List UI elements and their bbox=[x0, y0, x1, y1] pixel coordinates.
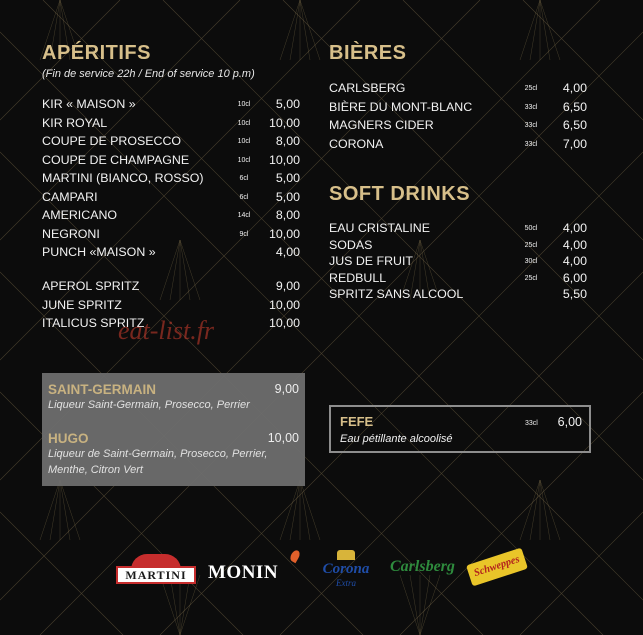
fefe-price: 6,00 bbox=[557, 415, 582, 429]
schweppes-logo: Schweppes bbox=[466, 548, 528, 587]
item-size: 25cl bbox=[524, 274, 538, 282]
monin-logo: MONIN bbox=[208, 562, 279, 583]
corona-logo-subtext: Extra bbox=[336, 578, 356, 588]
aperitifs-list bbox=[42, 95, 300, 262]
item-price: 5,50 bbox=[562, 287, 587, 301]
carlsberg-logo: Carlsberg bbox=[390, 558, 455, 575]
corona-logo bbox=[314, 550, 378, 594]
watermark: eat-list.fr bbox=[118, 316, 215, 345]
item-size: 25cl bbox=[524, 241, 538, 249]
item-price: 10,00 bbox=[268, 226, 300, 241]
item-price: 10,00 bbox=[268, 297, 300, 312]
special-name: SAINT-GERMAIN bbox=[48, 382, 156, 397]
list-item bbox=[42, 206, 300, 225]
list-item bbox=[42, 188, 300, 207]
special-name: HUGO bbox=[48, 431, 89, 446]
item-name: MAGNERS CIDER bbox=[329, 118, 434, 132]
fefe-name: FEFE bbox=[340, 414, 374, 429]
list-item bbox=[42, 277, 300, 296]
item-price: 8,00 bbox=[275, 208, 300, 222]
item-size: 6cl bbox=[239, 175, 249, 182]
list-item bbox=[329, 286, 587, 303]
item-name: REDBULL bbox=[329, 270, 387, 285]
item-size: 10cl bbox=[237, 156, 251, 164]
item-price: 10,00 bbox=[268, 115, 300, 130]
item-size: 33cl bbox=[524, 140, 538, 148]
list-item bbox=[42, 151, 300, 170]
item-price: 5,00 bbox=[275, 171, 300, 185]
item-price: 5,00 bbox=[275, 189, 300, 204]
fefe-description: Eau pétillante alcoolisé bbox=[340, 433, 453, 445]
item-name: CARLSBERG bbox=[329, 81, 406, 95]
item-size: 14cl bbox=[237, 212, 251, 219]
item-name: PUNCH «MAISON » bbox=[42, 245, 156, 259]
item-price: 4,00 bbox=[562, 81, 587, 95]
item-name: MARTINI (BIANCO, ROSSO) bbox=[42, 171, 204, 185]
item-size: 33cl bbox=[524, 103, 538, 111]
fefe-box bbox=[329, 405, 591, 453]
item-name: KIR « MAISON » bbox=[42, 97, 136, 111]
item-name: AMERICANO bbox=[42, 208, 118, 222]
list-item bbox=[329, 237, 587, 254]
specials-box bbox=[42, 373, 305, 486]
martini-logo bbox=[116, 554, 196, 588]
item-name: JUS DE FRUIT bbox=[329, 254, 413, 268]
brand-logos bbox=[110, 548, 530, 598]
item-price: 10,00 bbox=[268, 152, 300, 167]
list-item bbox=[42, 169, 300, 188]
item-name: BIÈRE DU MONT-BLANC bbox=[329, 99, 473, 114]
item-price: 4,00 bbox=[562, 221, 587, 235]
item-price: 6,50 bbox=[562, 118, 587, 132]
fefe-size: 33cl bbox=[525, 420, 538, 427]
item-price: 10,00 bbox=[268, 316, 300, 330]
special-price: 9,00 bbox=[274, 382, 299, 396]
item-price: 7,00 bbox=[562, 136, 587, 151]
list-item bbox=[42, 132, 300, 151]
item-name: JUNE SPRITZ bbox=[42, 297, 122, 312]
list-item bbox=[329, 220, 587, 237]
aperitifs-service-note: (Fin de service 22h / End of service 10 p.m) bbox=[42, 68, 255, 80]
list-item bbox=[329, 253, 587, 270]
bieres-list bbox=[329, 79, 587, 153]
list-item bbox=[329, 98, 587, 117]
list-item bbox=[42, 243, 300, 262]
item-name: EAU CRISTALINE bbox=[329, 221, 430, 235]
list-item bbox=[42, 296, 300, 315]
item-name: CORONA bbox=[329, 136, 384, 151]
item-price: 8,00 bbox=[275, 134, 300, 148]
item-size: 33cl bbox=[524, 122, 538, 129]
list-item bbox=[42, 114, 300, 133]
item-name: CAMPARI bbox=[42, 189, 98, 204]
item-size: 10cl bbox=[237, 119, 251, 127]
item-name: COUPE DE CHAMPAGNE bbox=[42, 152, 190, 167]
item-price: 9,00 bbox=[275, 279, 300, 293]
item-name: KIR ROYAL bbox=[42, 115, 108, 130]
monin-flame-icon bbox=[289, 549, 302, 563]
item-price: 4,00 bbox=[562, 254, 587, 268]
list-item bbox=[42, 225, 300, 244]
item-price: 6,00 bbox=[562, 270, 587, 285]
list-item bbox=[329, 116, 587, 135]
special-item bbox=[48, 431, 299, 478]
special-price: 10,00 bbox=[267, 431, 299, 445]
item-size: 10cl bbox=[237, 101, 251, 108]
item-size: 25cl bbox=[524, 85, 538, 92]
item-size: 9cl bbox=[239, 230, 249, 238]
soft-drinks-list bbox=[329, 220, 587, 303]
item-name: SPRITZ SANS ALCOOL bbox=[329, 287, 464, 301]
aperitifs-title: APÉRITIFS bbox=[42, 42, 151, 64]
item-size: 30cl bbox=[524, 258, 538, 265]
special-description: Liqueur de Saint-Germain, Prosecco, Perrier, Menthe, Citron Vert bbox=[48, 448, 268, 476]
item-name: NEGRONI bbox=[42, 226, 100, 241]
list-item bbox=[329, 79, 587, 98]
list-item bbox=[329, 135, 587, 154]
item-size: 50cl bbox=[524, 225, 538, 232]
item-name: ITALICUS SPRITZ bbox=[42, 316, 145, 330]
list-item bbox=[42, 95, 300, 114]
soft-drinks-title: SOFT DRINKS bbox=[329, 183, 471, 205]
bieres-title: BIÈRES bbox=[329, 42, 407, 64]
item-price: 4,00 bbox=[275, 245, 300, 259]
item-size: 6cl bbox=[239, 193, 249, 201]
special-item bbox=[48, 382, 299, 414]
item-name: SODAS bbox=[329, 237, 373, 252]
item-price: 5,00 bbox=[275, 97, 300, 111]
item-price: 4,00 bbox=[562, 237, 587, 252]
list-item bbox=[329, 270, 587, 287]
item-price: 6,50 bbox=[562, 99, 587, 114]
item-name: APEROL SPRITZ bbox=[42, 279, 140, 293]
special-description: Liqueur Saint-Germain, Prosecco, Perrier bbox=[48, 399, 250, 411]
item-size: 10cl bbox=[237, 138, 251, 145]
crown-icon bbox=[337, 550, 355, 560]
item-name: COUPE DE PROSECCO bbox=[42, 134, 182, 148]
martini-logo-text: MARTINI bbox=[116, 566, 196, 584]
corona-logo-text: Corona bbox=[322, 561, 370, 577]
